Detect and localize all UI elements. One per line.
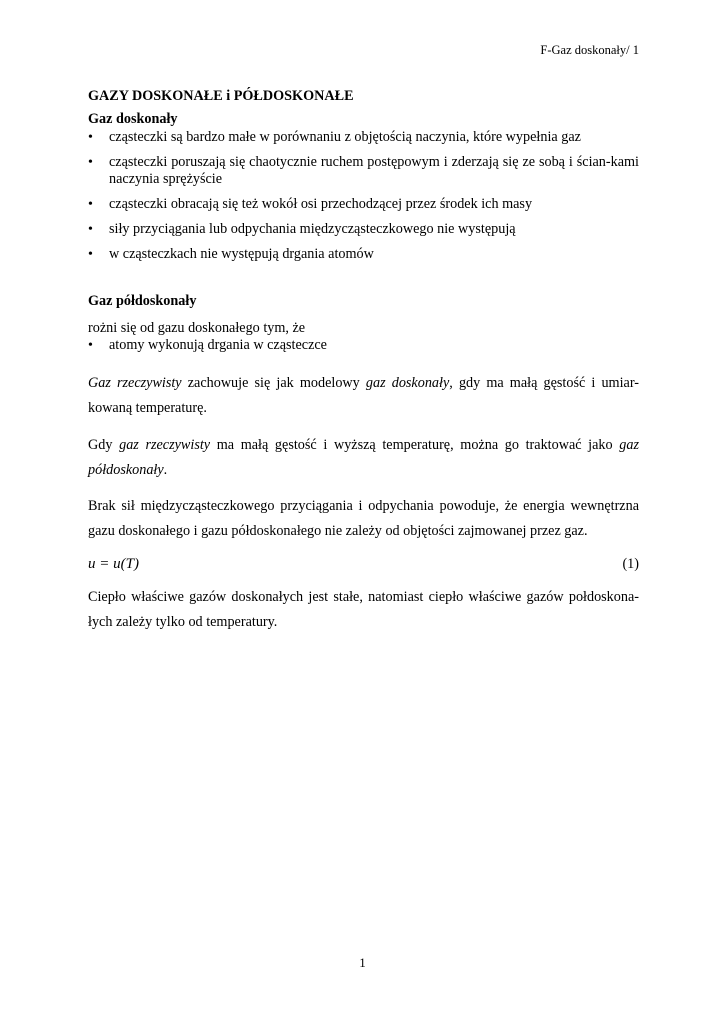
list-item-text: cząsteczki są bardzo małe w porównaniu z objętością naczynia, które wypełnia gaz (109, 129, 581, 145)
bullet-icon: • (88, 130, 93, 145)
term-ideal-gas: gaz doskonały (365, 375, 450, 391)
ideal-gas-properties-list (88, 129, 639, 263)
list-item (88, 246, 639, 263)
document-title: GAZY DOSKONAŁE i PÓŁDOSKONAŁE (88, 88, 354, 104)
paragraph-text: . (163, 462, 168, 478)
list-item (88, 337, 639, 354)
list-item (88, 154, 639, 188)
paragraph-internal-energy: Brak sił międzycząsteczkowego przyciągania i odpychania powoduje, że energia wewnętrzna gazu doskonałego i gazu półdoskonałego nie zależy od objętości zajmowanej przez gaz. (88, 498, 639, 539)
equation-number: (1) (622, 556, 639, 572)
paragraph-text: Gdy (88, 437, 120, 453)
document-body (88, 86, 639, 635)
paragraph-specific-heat: Ciepło właściwe gazów doskonałych jest stałe, natomiast ciepło właściwe gazów połdoskona-łych zależy tylko od temperatury. (88, 589, 639, 630)
term-real-gas: Gaz rzeczywisty (88, 375, 182, 391)
list-item (88, 196, 639, 213)
semi-ideal-properties-list (88, 337, 639, 354)
list-item-text: cząsteczki poruszają się chaotycznie ruchem postępowym i zderzają się ze sobą i ścian-kami naczynia sprężyście (109, 154, 639, 187)
bullet-icon: • (88, 155, 93, 170)
list-item-text: cząsteczki obracają się też wokół osi przechodzącej przez środek ich masy (109, 196, 533, 212)
term-semi-ideal-gas: gaz półdoskonały (88, 437, 639, 478)
section-heading-ideal-gas: Gaz doskonały (88, 111, 178, 127)
equation-expression: u = u(T) (88, 556, 139, 572)
list-item-text: w cząsteczkach nie występują drgania atomów (109, 246, 374, 262)
paragraph-text: zachowuje się jak modelowy (181, 375, 366, 391)
paragraph-real-gas-2 (88, 433, 639, 483)
list-item-text: siły przyciągania lub odpychania międzycząsteczkowego nie występują (109, 221, 516, 237)
bullet-icon: • (88, 338, 93, 353)
bullet-icon: • (88, 247, 93, 262)
page-number: 1 (359, 955, 366, 970)
section-heading-semi-ideal-gas: Gaz półdoskonały (88, 293, 197, 309)
running-header: F-Gaz doskonały/ 1 (540, 43, 639, 57)
paragraph-text: , gdy ma małą gęstość i umiar-kowaną temperaturę. (88, 375, 639, 416)
term-real-gas: gaz rzeczywisty (119, 437, 211, 453)
list-item-text: atomy wykonują drgania w cząsteczce (109, 337, 327, 353)
equation-1 (88, 553, 639, 575)
list-item (88, 129, 639, 146)
paragraph-real-gas-1 (88, 371, 639, 421)
paragraph-text: ma małą gęstość i wyższą temperaturę, można go traktować jako (210, 437, 620, 453)
semi-ideal-intro: rożni się od gazu doskonałego tym, że (88, 320, 306, 336)
bullet-icon: • (88, 222, 93, 237)
bullet-icon: • (88, 197, 93, 212)
list-item (88, 221, 639, 238)
